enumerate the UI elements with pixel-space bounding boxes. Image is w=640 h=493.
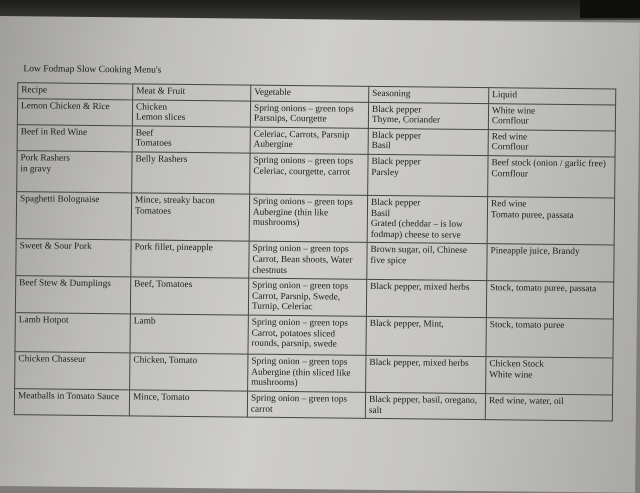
cell-meat-fruit: Lamb [130, 314, 248, 354]
cell-liquid: Beef stock (onion / garlic free) Cornflour [488, 156, 615, 198]
cell-recipe: Lemon Chicken & Rice [17, 98, 132, 125]
cell-seasoning: Black pepper Parsley [368, 154, 488, 196]
cell-seasoning: Black pepper, Mint, [366, 316, 486, 356]
header-liquid: Liquid [489, 88, 616, 105]
cell-seasoning: Black pepper, mixed herbs [366, 279, 486, 317]
cell-liquid: Stock, tomato puree, passata [486, 281, 613, 319]
cell-meat-fruit: Chicken Lemon slices [132, 99, 250, 126]
cell-recipe: Pork Rashers in gravy [17, 151, 132, 193]
cell-recipe: Beef in Red Wine [17, 124, 132, 151]
cell-meat-fruit: Beef, Tomatoes [130, 277, 248, 315]
table-row [15, 352, 613, 395]
cell-liquid: Pineapple juice, Brandy [487, 244, 614, 282]
header-meat-fruit: Meat & Fruit [133, 84, 251, 101]
cell-seasoning: Black pepper, basil, oregano, salt [365, 392, 485, 419]
cell-seasoning: Black pepper Thyme, Coriander [368, 102, 488, 129]
table-row [17, 151, 615, 198]
cell-vegetable: Spring onion – green tops Carrot, potatoes sliced rounds, parsnip, swede [248, 315, 366, 355]
cell-liquid: Stock, tomato puree [486, 318, 613, 358]
cell-meat-fruit: Chicken, Tomato [130, 353, 248, 391]
cell-liquid: Red wine Cornflour [488, 129, 615, 157]
cell-meat-fruit: Mince, streaky bacon Tomatoes [131, 193, 249, 242]
bezel-corner [580, 0, 640, 18]
table-row [16, 192, 614, 246]
paper-sheet [0, 16, 640, 493]
cell-recipe: Spaghetti Bolognaise [16, 192, 131, 241]
cell-vegetable: Spring onions – green tops Parsnips, Courgette [250, 101, 368, 128]
cell-seasoning: Black pepper Basil Grated (cheddar – is low fodmap) cheese to serve [367, 195, 487, 244]
cell-vegetable: Spring onion – green tops carrot [247, 391, 365, 418]
cell-meat-fruit: Beef Tomatoes [132, 126, 250, 153]
header-seasoning: Seasoning [369, 86, 489, 103]
cell-liquid: Red wine, water, oil [485, 394, 612, 422]
cell-recipe: Meatballs in Tomato Sauce [14, 389, 129, 416]
cell-meat-fruit: Pork fillet, pineapple [131, 240, 249, 278]
header-recipe: Recipe [18, 83, 133, 100]
table-row [15, 313, 613, 358]
cell-liquid: Chicken Stock White wine [486, 357, 613, 395]
cell-liquid: Red wine Tomato puree, passata [487, 197, 614, 246]
cell-vegetable: Spring onion – green tops Aubergine (thin sliced like mushrooms) [248, 354, 366, 392]
cell-vegetable: Spring onion – green tops Carrot, Parsnip, Swede, Turnip, Celeriac [248, 278, 366, 316]
cell-vegetable: Celeriac, Carrots, Parsnip Aubergine [250, 127, 368, 154]
document-title: Low Fodmap Slow Cooking Menu's [23, 64, 162, 76]
cell-vegetable: Spring onions – green tops Aubergine (thin like mushrooms) [249, 194, 367, 243]
table-row [16, 239, 614, 282]
cell-seasoning: Black pepper, mixed herbs [366, 355, 486, 393]
cell-recipe: Beef Stew & Dumplings [15, 276, 130, 314]
cell-meat-fruit: Mince, Tomato [129, 390, 247, 417]
header-vegetable: Vegetable [251, 85, 369, 102]
menu-table [14, 82, 616, 421]
cell-recipe: Sweet & Sour Pork [16, 239, 131, 277]
cell-seasoning: Brown sugar, oil, Chinese five spice [367, 243, 487, 281]
table-row [15, 276, 613, 319]
cell-recipe: Chicken Chasseur [15, 352, 130, 390]
cell-meat-fruit: Belly Rashers [132, 152, 250, 194]
table-row [14, 389, 612, 421]
cell-vegetable: Spring onions – green tops Celeriac, courgette, carrot [250, 153, 368, 195]
cell-liquid: White wine Cornflour [488, 103, 615, 131]
cell-seasoning: Black pepper Basil [368, 128, 488, 155]
cell-recipe: Lamb Hotpot [15, 313, 130, 353]
cell-vegetable: Spring onion – green tops Carrot, Bean shoots, Water chestnuts [249, 241, 367, 279]
